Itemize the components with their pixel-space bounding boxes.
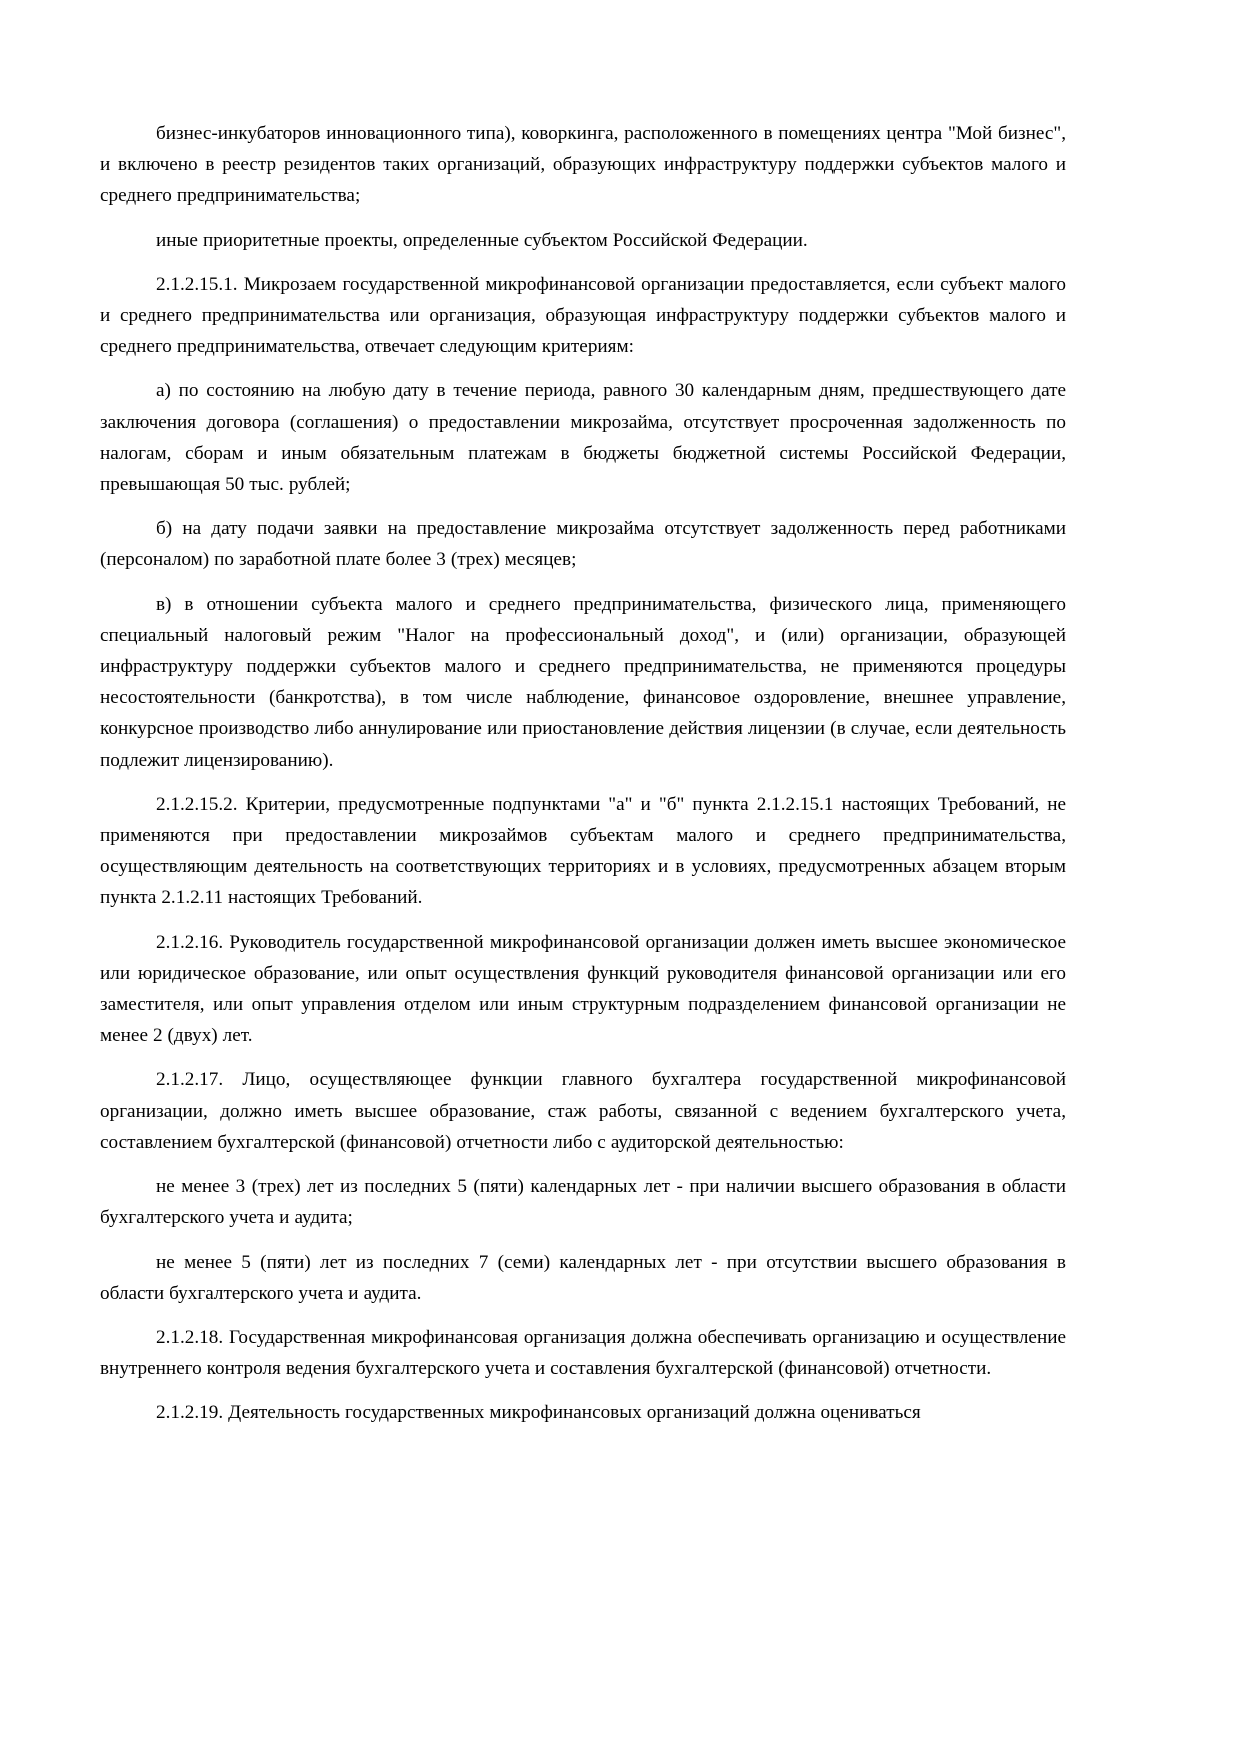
paragraph-criterion-v: в) в отношении субъекта малого и среднего предпринимательства, физического лица, применяющего специальный налоговый режим "Налог на профессиональный доход", и (или) организации, образующей инфраструктуру поддержки субъектов малого и среднего предпринимательства, не применяются процедуры несостоятельности (банкротства), в том числе наблюдение, финансовое оздоровление, внешнее управление, конкурсное производство либо аннулирование или приостановление действия лицензии (в случае, если деятельность подлежит лицензированию). — [100, 593, 1066, 771]
document-text-column — [100, 118, 1066, 1442]
paragraph-2-1-2-15-1: 2.1.2.15.1. Микрозаем государственной микрофинансовой организации предоставляется, если субъект малого и среднего предпринимательства или организация, образующая инфраструктуру поддержки субъектов малого и среднего предпринимательства, отвечает следующим критериям: — [100, 273, 1066, 358]
paragraph-2-1-2-15-2: 2.1.2.15.2. Критерии, предусмотренные подпунктами "а" и "б" пункта 2.1.2.15.1 настоящих Требований, не применяются при предоставлении микрозаймов субъектам малого и среднего предпринимательства, осуществляющим деятельность на соответствующих территориях и в условиях, предусмотренных абзацем вторым пункта 2.1.2.11 настоящих Требований. — [100, 793, 1066, 909]
paragraph-coworking-registry: бизнес-инкубаторов инновационного типа), коворкинга, расположенного в помещениях центра "Мой бизнес", и включено в реестр резидентов таких организаций, образующих инфраструктуру поддержки субъектов малого и среднего предпринимательства; — [100, 123, 1066, 207]
paragraph-criterion-a: а) по состоянию на любую дату в течение периода, равного 30 календарным дням, предшествующего дате заключения договора (соглашения) о предоставлении микрозайма, отсутствует просроченная задолженность по налогам, сборам и иным обязательным платежам в бюджеты бюджетной системы Российской Федерации, превышающая 50 тыс. рублей; — [100, 380, 1066, 496]
paragraph-2-1-2-19: 2.1.2.19. Деятельность государственных микрофинансовых организаций должна оцениваться — [156, 1402, 921, 1424]
paragraph-other-priority-projects: иные приоритетные проекты, определенные субъектом Российской Федерации. — [156, 229, 808, 251]
paragraph-experience-3-of-5: не менее 3 (трех) лет из последних 5 (пяти) календарных лет - при наличии высшего образования в области бухгалтерского учета и аудита; — [100, 1176, 1066, 1229]
paragraph-criterion-b: б) на дату подачи заявки на предоставление микрозайма отсутствует задолженность перед работниками (персоналом) по заработной плате более 3 (трех) месяцев; — [100, 518, 1066, 571]
paragraph-2-1-2-18: 2.1.2.18. Государственная микрофинансовая организация должна обеспечивать организацию и осуществление внутреннего контроля ведения бухгалтерского учета и составления бухгалтерской (финансовой) отчетности. — [100, 1326, 1066, 1380]
paragraph-2-1-2-16: 2.1.2.16. Руководитель государственной микрофинансовой организации должен иметь высшее экономическое или юридическое образование, или опыт осуществления функций руководителя финансовой организации или его заместителя, или опыт управления отделом или иным структурным подразделением финансовой организации не менее 2 (двух) лет. — [100, 931, 1066, 1047]
paragraph-2-1-2-17: 2.1.2.17. Лицо, осуществляющее функции главного бухгалтера государственной микрофинансовой организации, должно иметь высшее образование, стаж работы, связанной с ведением бухгалтерского учета, составлением бухгалтерской (финансовой) отчетности либо с аудиторской деятельностью: — [100, 1069, 1066, 1153]
paragraph-experience-5-of-7: не менее 5 (пяти) лет из последних 7 (семи) календарных лет - при отсутствии высшего образования в области бухгалтерского учета и аудита. — [100, 1251, 1066, 1304]
